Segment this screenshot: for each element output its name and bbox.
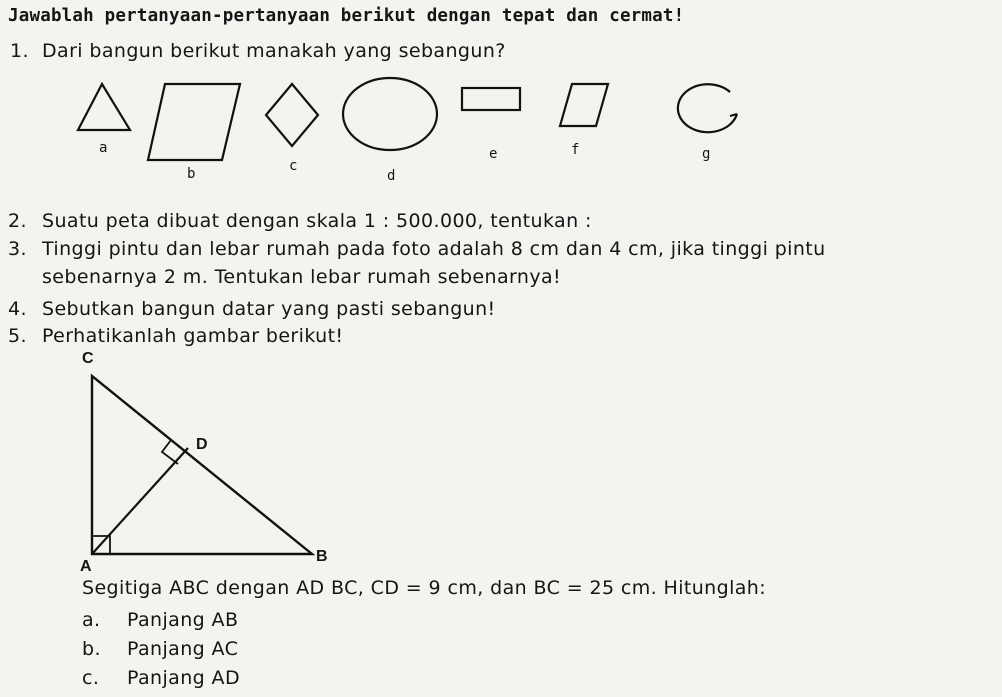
shape-f-parallelogram [560,84,608,126]
q5-part-a-text: Panjang AB [127,609,239,631]
shape-label-f: f [571,142,580,158]
q5-number: 5. [8,325,27,347]
q5-part-b-text: Panjang AC [127,638,239,660]
altitude-ad [92,448,188,554]
q3-line1: Tinggi pintu dan lebar rumah pada foto adalah 8 cm dan 4 cm, jika tinggi pintu [42,238,826,260]
q2-number: 2. [8,210,27,232]
q1-text: Dari bangun berikut manakah yang sebangun? [42,40,506,62]
shape-label-b: b [187,166,196,182]
q5-part-a-letter: a. [82,609,101,631]
triangle-abc [92,376,312,554]
q3-line2: sebenarnya 2 m. Tentukan lebar rumah sebenarnya! [42,266,562,288]
vertex-label-d: D [196,436,208,453]
vertex-label-a: A [80,558,92,575]
q5-statement: Segitiga ABC dengan AD BC, CD = 9 cm, dan BC = 25 cm. Hitunglah: [82,577,767,599]
q5-part-c-text: Panjang AD [127,667,240,689]
shapes-figure [0,70,760,190]
q5-part-c-letter: c. [82,667,100,689]
shape-label-g: g [702,146,711,162]
triangle-abc-figure [0,360,340,580]
shape-label-a: a [99,140,108,156]
q2-text: Suatu peta dibuat dengan skala 1 : 500.000, tentukan : [42,210,592,232]
vertex-label-c: C [82,350,94,367]
q5-text: Perhatikanlah gambar berikut! [42,325,344,347]
shape-d-ellipse [343,78,437,150]
shape-label-e: e [489,146,498,162]
instruction-header: Jawablah pertanyaan-pertanyaan berikut dengan tepat dan cermat! [8,6,685,26]
q4-number: 4. [8,298,27,320]
shape-g-ellipse [678,84,737,132]
shape-label-c: c [289,158,298,174]
shape-a-triangle [78,84,130,130]
shape-c-rhombus [266,84,318,146]
q1-number: 1. [10,40,29,62]
q5-part-b-letter: b. [82,638,101,660]
shape-e-rectangle [462,88,520,110]
vertex-label-b: B [316,548,328,565]
shape-b-parallelogram [148,84,240,160]
shape-label-d: d [387,168,396,184]
q3-number: 3. [8,238,27,260]
q4-text: Sebutkan bangun datar yang pasti sebangun! [42,298,496,320]
